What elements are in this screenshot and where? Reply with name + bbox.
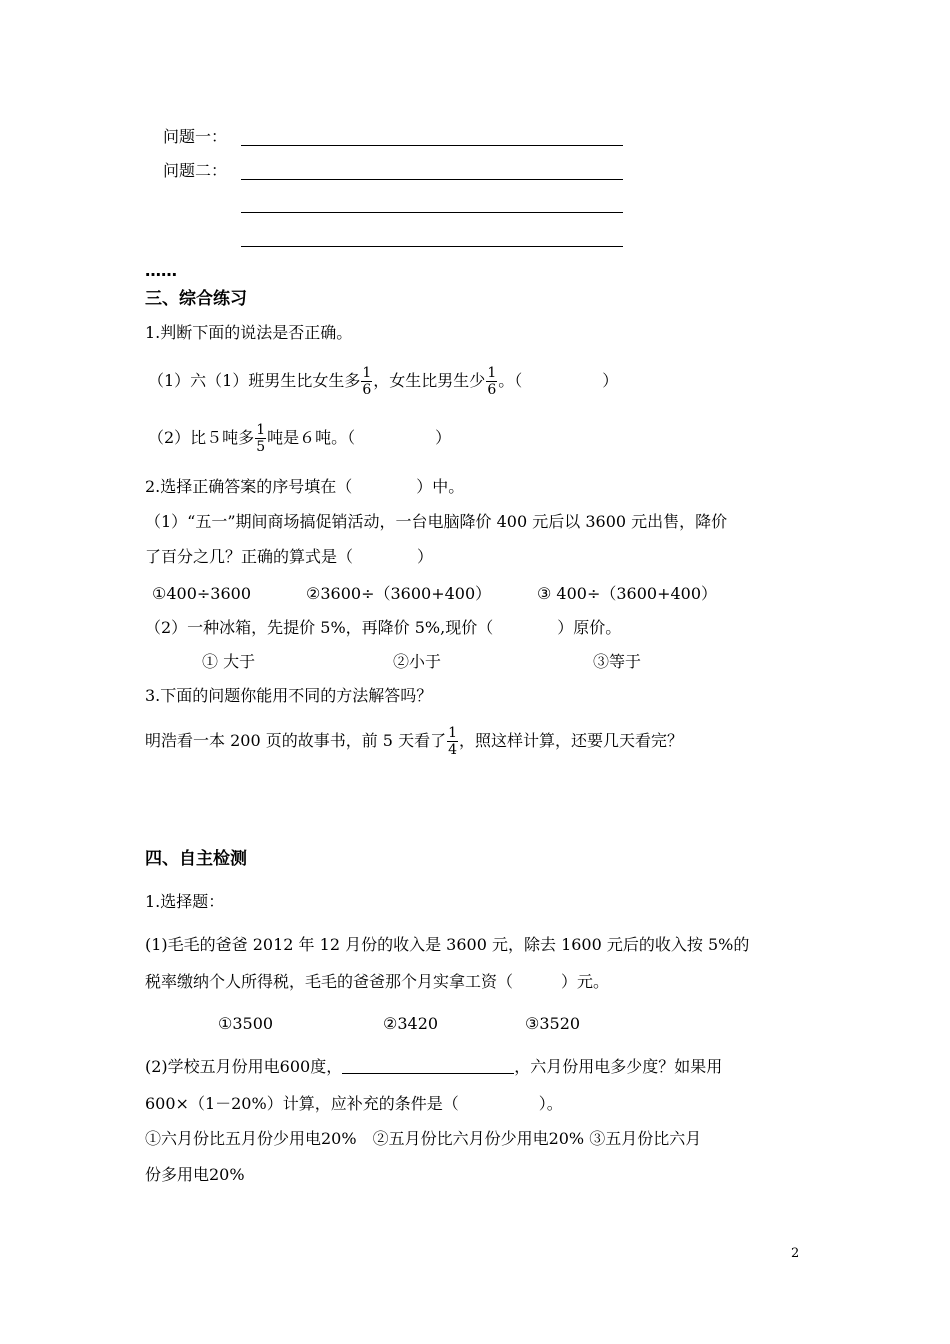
fraction-numerator: 1 <box>448 725 457 741</box>
problem-text-part: 明浩看一本 200 页的故事书，前 5 天看了 <box>145 731 447 750</box>
statement-item <box>148 364 618 398</box>
fraction-denominator: 5 <box>256 439 266 455</box>
fraction-numerator: 1 <box>487 365 497 381</box>
option: ③等于 <box>593 652 642 671</box>
problem-title: 3.下面的问题你能用不同的方法解答吗？ <box>145 686 433 705</box>
question-text: （1）“五一”期间商场搞促销活动，一台电脑降价 400 元后以 3600 元出售，降价 <box>145 512 728 531</box>
statement-text: ，女生比男生少 <box>373 371 486 390</box>
question-text: (1)毛毛的爸爸 2012 年 12 月份的收入是 3600 元，除去 1600 元后的收入按 5%的 <box>145 935 750 954</box>
option: ②3420 <box>383 1014 439 1033</box>
problem-title: 1.选择题： <box>145 892 225 911</box>
section-heading: 四、自主检测 <box>145 849 247 869</box>
option: ③ 400÷（3600+400） <box>537 584 718 603</box>
section-heading: 三、综合练习 <box>145 289 247 309</box>
question-text: （2）一种冰箱，先提价 5%，再降价 5%,现价（ ）原价。 <box>145 618 622 637</box>
statement-item <box>148 421 451 455</box>
problem-text <box>145 724 683 758</box>
option: ① 大于 <box>202 652 256 671</box>
question-two-label: 问题二： <box>163 161 228 180</box>
question-text: 了百分之几？正确的算式是（ ） <box>145 547 434 566</box>
question-text-part: (2)学校五月份用电600度， <box>145 1057 343 1076</box>
option: ②小于 <box>393 652 442 671</box>
fraction-denominator: 6 <box>362 382 372 398</box>
option-line: ①六月份比五月份少用电20% ②五月份比六月份少用电20% ③五月份比六月 <box>145 1129 702 1148</box>
option-line: 份多用电20% <box>145 1165 245 1184</box>
option: ②3600÷（3600+400） <box>306 584 492 603</box>
fraction <box>447 725 458 758</box>
fraction-denominator: 4 <box>448 742 457 758</box>
problem-title: 1.判断下面的说法是否正确。 <box>145 323 353 342</box>
fraction-denominator: 6 <box>487 382 497 398</box>
statement-text: 吨是６吨。（ ） <box>267 428 452 447</box>
statement-text: （1）六（1）班男生比女生多 <box>148 371 361 390</box>
question-text: 600×（1－20%）计算，应补充的条件是（ ）。 <box>145 1094 563 1113</box>
statement-text: （2）比５吨多 <box>148 428 255 447</box>
answer-line <box>241 179 623 180</box>
problem-title: 2.选择正确答案的序号填在（ ）中。 <box>145 477 465 496</box>
question-text: 税率缴纳个人所得税，毛毛的爸爸那个月实拿工资（ ）元。 <box>145 972 610 991</box>
ellipsis: …… <box>145 261 177 280</box>
fraction <box>486 365 497 398</box>
statement-text: 。（ ） <box>498 371 619 390</box>
question-text-part: ，六月份用电多少度？如果用 <box>514 1057 723 1076</box>
option: ①3500 <box>218 1014 274 1033</box>
fraction <box>255 422 266 455</box>
question-one-label: 问题一： <box>163 127 228 146</box>
fraction-numerator: 1 <box>256 422 266 438</box>
option: ③3520 <box>525 1014 581 1033</box>
answer-line <box>241 212 623 213</box>
option: ①400÷3600 <box>152 584 252 603</box>
problem-text-part: ，照这样计算，还要几天看完？ <box>459 731 684 750</box>
page-number: 2 <box>791 1246 800 1261</box>
answer-line <box>241 145 623 146</box>
fraction-numerator: 1 <box>362 365 372 381</box>
fill-in-blank <box>342 1057 514 1074</box>
fraction <box>361 365 372 398</box>
answer-line <box>241 246 623 247</box>
question-text <box>145 1056 722 1078</box>
